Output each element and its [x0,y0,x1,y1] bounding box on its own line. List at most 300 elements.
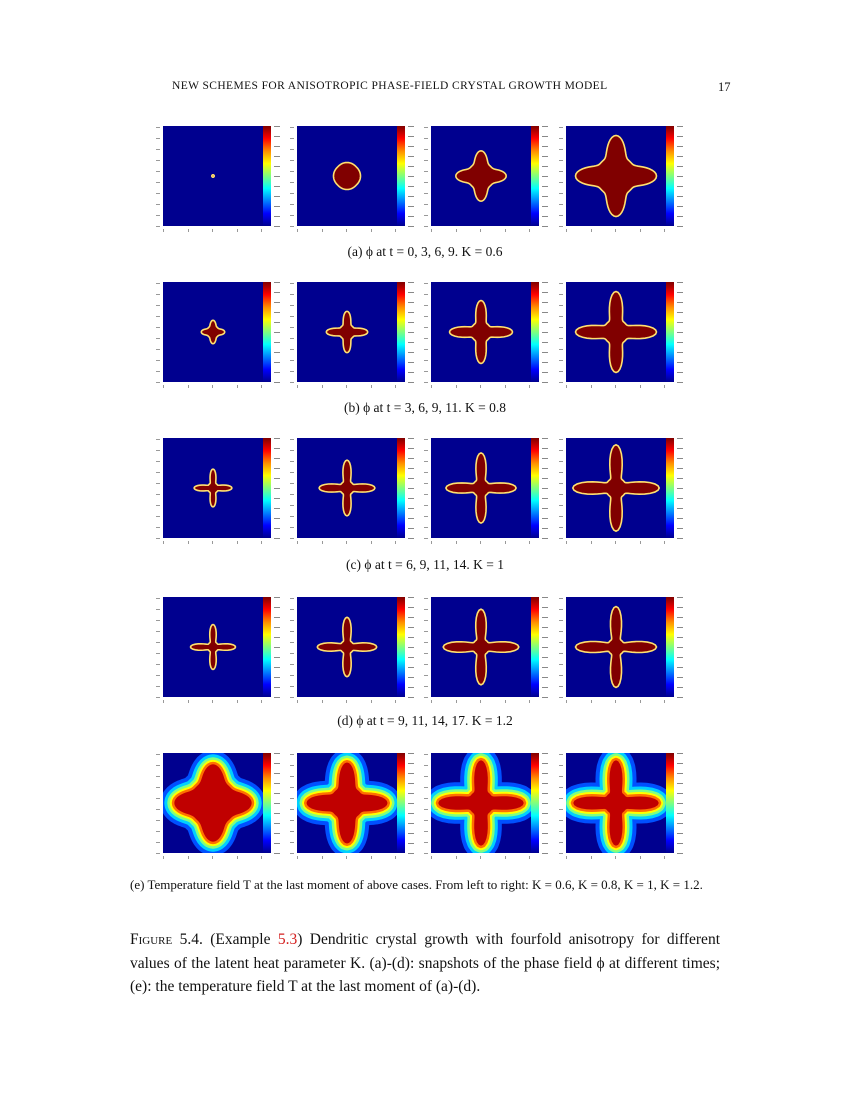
colorbar-tick [542,597,548,598]
x-axis-ticks [297,383,397,391]
y-tick [290,371,294,372]
phase-field-plot [163,597,263,697]
x-tick [664,856,665,859]
y-tick [559,294,563,295]
y-tick [424,193,428,194]
y-tick [290,831,294,832]
phase-field-plot [163,126,263,226]
colorbar-ticks [677,282,687,382]
y-tick [559,182,563,183]
x-tick [640,541,641,544]
panel-b-1 [163,282,283,394]
y-tick [424,538,428,539]
colorbar-tick [408,793,414,794]
y-tick [290,809,294,810]
panel-d-2 [297,597,417,709]
colorbar-tick [542,352,548,353]
y-tick [290,653,294,654]
panel-e-2 [297,753,417,865]
y-tick [290,294,294,295]
y-tick [559,853,563,854]
y-tick [424,382,428,383]
colorbar-tick [274,667,280,668]
colorbar-ticks [542,126,552,226]
colorbar-tick [408,146,414,147]
colorbar-tick [274,823,280,824]
colorbar-tick [274,627,280,628]
x-tick [640,229,641,232]
x-tick [664,700,665,703]
y-tick [156,305,160,306]
y-tick [290,494,294,495]
colorbar-tick [677,362,683,363]
panel-a-2 [297,126,417,238]
colorbar-tick [274,793,280,794]
colorbar-tick [542,156,548,157]
colorbar-tick [542,627,548,628]
x-tick [395,385,396,388]
x-tick [566,541,567,544]
colorbar-tick [408,292,414,293]
colorbar-tick [274,803,280,804]
colorbar-tick [542,488,548,489]
y-tick [559,193,563,194]
colorbar-tick [542,196,548,197]
y-tick [559,215,563,216]
y-tick [156,193,160,194]
colorbar [666,597,674,697]
colorbar-tick [542,302,548,303]
x-tick [188,385,189,388]
y-tick [156,809,160,810]
colorbar-tick [542,186,548,187]
x-axis-ticks [297,854,397,862]
x-tick [591,856,592,859]
colorbar-tick [274,166,280,167]
x-tick [505,856,506,859]
y-tick [559,754,563,755]
y-tick [156,439,160,440]
colorbar-tick [542,647,548,648]
colorbar-tick [274,597,280,598]
colorbar-tick [677,647,683,648]
y-tick [424,149,428,150]
colorbar-tick [408,362,414,363]
panel-d-3 [431,597,551,709]
y-axis-ticks [557,597,564,697]
y-axis-ticks [154,753,161,853]
subcaption-e: (e) Temperature field T at the last moment of above cases. From left to right: K = 0.6, K = 0.8, K = 1, K = 1.2. [130,877,703,892]
colorbar-tick [677,136,683,137]
colorbar-tick [274,853,280,854]
colorbar-tick [274,647,280,648]
colorbar-tick [542,126,548,127]
phase-field-plot [163,438,263,538]
colorbar-ticks [542,282,552,382]
x-tick [297,385,298,388]
x-tick [261,700,262,703]
colorbar-tick [408,448,414,449]
colorbar-tick [274,438,280,439]
colorbar-tick [274,226,280,227]
colorbar-tick [542,833,548,834]
y-tick [559,538,563,539]
colorbar-tick [677,322,683,323]
colorbar-ticks [408,597,418,697]
x-axis-ticks [163,854,263,862]
x-axis-ticks [566,539,666,547]
y-tick [290,609,294,610]
y-tick [559,483,563,484]
colorbar-tick [677,488,683,489]
colorbar-tick [274,196,280,197]
x-tick [188,856,189,859]
y-tick [290,527,294,528]
x-tick [529,229,530,232]
x-tick [212,229,213,232]
y-tick [559,787,563,788]
x-tick [431,229,432,232]
colorbar-ticks [542,438,552,538]
x-tick [480,856,481,859]
x-tick [456,541,457,544]
colorbar-ticks [274,438,284,538]
colorbar-tick [408,597,414,598]
y-tick [424,338,428,339]
colorbar-tick [542,803,548,804]
colorbar [397,282,405,382]
y-tick [559,494,563,495]
page-number: 17 [718,80,731,94]
x-tick [261,541,262,544]
colorbar-ticks [408,438,418,538]
colorbar [531,126,539,226]
x-tick [237,385,238,388]
y-tick [424,138,428,139]
x-tick [566,856,567,859]
y-tick [156,316,160,317]
y-tick [424,204,428,205]
colorbar-ticks [542,753,552,853]
colorbar-tick [274,538,280,539]
y-tick [424,127,428,128]
phase-field-plot [297,438,397,538]
y-tick [559,609,563,610]
y-axis-ticks [557,126,564,226]
x-axis-ticks [431,227,531,235]
x-axis-ticks [566,698,666,706]
x-tick [261,856,262,859]
colorbar-tick [408,657,414,658]
y-tick [559,127,563,128]
y-tick [290,538,294,539]
x-tick [664,385,665,388]
y-axis-ticks [422,753,429,853]
colorbar-tick [408,216,414,217]
y-axis-ticks [288,438,295,538]
colorbar-tick [677,216,683,217]
colorbar-tick [677,677,683,678]
colorbar-tick [408,677,414,678]
colorbar-tick [542,342,548,343]
y-tick [559,371,563,372]
colorbar-tick [677,637,683,638]
colorbar-tick [677,783,683,784]
y-tick [424,439,428,440]
x-axis-ticks [431,698,531,706]
y-axis-ticks [422,126,429,226]
y-tick [290,853,294,854]
temperature-plot [163,753,263,853]
colorbar-tick [677,478,683,479]
phase-field-plot [566,597,666,697]
y-tick [424,842,428,843]
colorbar-tick [542,773,548,774]
y-tick [290,149,294,150]
x-tick [346,229,347,232]
colorbar-tick [274,617,280,618]
y-tick [156,609,160,610]
colorbar-tick [677,372,683,373]
y-tick [424,787,428,788]
y-tick [559,360,563,361]
y-tick [290,171,294,172]
phase-field-plot [297,126,397,226]
phase-field-plot [431,438,531,538]
x-axis-ticks [163,698,263,706]
colorbar-tick [677,448,683,449]
colorbar-tick [408,352,414,353]
x-tick [615,229,616,232]
colorbar-tick [274,136,280,137]
colorbar-tick [677,332,683,333]
colorbar-tick [677,528,683,529]
x-tick [188,541,189,544]
colorbar-tick [677,126,683,127]
panel-e-3 [431,753,551,865]
y-tick [424,327,428,328]
y-tick [290,160,294,161]
x-tick [640,856,641,859]
y-tick [559,327,563,328]
colorbar-tick [542,823,548,824]
x-tick [371,229,372,232]
colorbar-tick [542,637,548,638]
x-tick [591,385,592,388]
colorbar-tick [274,322,280,323]
colorbar-tick [677,458,683,459]
colorbar-tick [408,813,414,814]
x-axis-ticks [431,854,531,862]
colorbar-tick [542,783,548,784]
colorbar-tick [408,372,414,373]
panel-b-4 [566,282,686,394]
x-tick [346,385,347,388]
y-tick [559,338,563,339]
colorbar-tick [677,617,683,618]
y-axis-ticks [422,282,429,382]
x-tick [188,700,189,703]
colorbar-tick [274,292,280,293]
y-tick [156,160,160,161]
y-tick [559,809,563,810]
colorbar-tick [408,637,414,638]
colorbar-tick [274,783,280,784]
phase-field-plot [566,282,666,382]
colorbar-tick [408,647,414,648]
x-tick [615,541,616,544]
phase-field-plot [297,597,397,697]
colorbar-tick [274,312,280,313]
colorbar-tick [408,166,414,167]
colorbar-tick [408,468,414,469]
colorbar-tick [274,657,280,658]
x-tick [566,229,567,232]
y-tick [156,516,160,517]
y-tick [559,171,563,172]
x-axis-ticks [297,227,397,235]
colorbar-tick [274,126,280,127]
y-tick [290,798,294,799]
x-tick [591,541,592,544]
y-tick [156,754,160,755]
y-tick [290,283,294,284]
x-tick [566,700,567,703]
colorbar-tick [408,833,414,834]
y-tick [424,160,428,161]
y-tick [559,527,563,528]
y-tick [156,127,160,128]
phase-field-plot [431,597,531,697]
colorbar-tick [677,156,683,157]
y-axis-ticks [154,126,161,226]
colorbar-tick [542,518,548,519]
x-tick [237,541,238,544]
y-tick [559,149,563,150]
y-tick [424,316,428,317]
y-tick [290,127,294,128]
colorbar-tick [274,382,280,383]
y-tick [290,215,294,216]
x-axis-ticks [163,227,263,235]
y-tick [424,527,428,528]
colorbar-tick [542,438,548,439]
y-tick [424,631,428,632]
colorbar-tick [274,448,280,449]
y-tick [156,226,160,227]
y-tick [290,842,294,843]
y-tick [559,776,563,777]
colorbar-tick [677,196,683,197]
y-tick [290,516,294,517]
colorbar-ticks [677,753,687,853]
x-tick [395,856,396,859]
y-tick [424,461,428,462]
colorbar-tick [542,657,548,658]
y-tick [156,483,160,484]
x-axis-ticks [431,383,531,391]
y-tick [156,204,160,205]
colorbar [397,597,405,697]
y-axis-ticks [557,282,564,382]
y-tick [156,776,160,777]
colorbar-tick [274,478,280,479]
x-tick [237,856,238,859]
x-axis-ticks [297,698,397,706]
x-tick [505,541,506,544]
x-axis-ticks [566,854,666,862]
colorbar-tick [408,803,414,804]
subcaption-b: (b) ϕ at t = 3, 6, 9, 11. K = 0.8 [343,400,507,415]
colorbar-tick [542,763,548,764]
colorbar-tick [408,282,414,283]
y-tick [559,642,563,643]
y-tick [156,349,160,350]
x-tick [456,700,457,703]
y-tick [559,798,563,799]
x-tick [212,541,213,544]
panel-b-3 [431,282,551,394]
colorbar-tick [274,773,280,774]
x-tick [505,229,506,232]
colorbar-tick [274,362,280,363]
example-reference-link[interactable]: 5.3 [277,931,298,948]
y-tick [290,204,294,205]
colorbar-tick [408,226,414,227]
x-tick [505,385,506,388]
colorbar-tick [408,763,414,764]
colorbar-tick [677,438,683,439]
y-tick [156,360,160,361]
panel-e-1 [163,753,283,865]
x-tick [529,385,530,388]
y-axis-ticks [288,282,295,382]
y-tick [424,776,428,777]
y-tick [290,620,294,621]
x-tick [322,856,323,859]
y-axis-ticks [154,438,161,538]
y-tick [290,450,294,451]
colorbar-tick [408,528,414,529]
y-tick [424,853,428,854]
x-tick [163,229,164,232]
x-axis-ticks [163,383,263,391]
colorbar-tick [677,823,683,824]
y-tick [156,642,160,643]
colorbar [263,753,271,853]
y-tick [559,697,563,698]
y-axis-ticks [288,126,295,226]
y-tick [156,327,160,328]
colorbar-tick [408,206,414,207]
colorbar-tick [542,362,548,363]
x-tick [431,700,432,703]
colorbar-tick [274,498,280,499]
x-tick [615,700,616,703]
colorbar [397,753,405,853]
phase-field-plot [566,438,666,538]
colorbar-tick [274,488,280,489]
y-tick [559,283,563,284]
colorbar-ticks [677,126,687,226]
colorbar-tick [542,677,548,678]
x-tick [395,229,396,232]
x-tick [480,700,481,703]
y-tick [156,371,160,372]
y-tick [424,620,428,621]
colorbar-tick [677,342,683,343]
y-tick [290,349,294,350]
